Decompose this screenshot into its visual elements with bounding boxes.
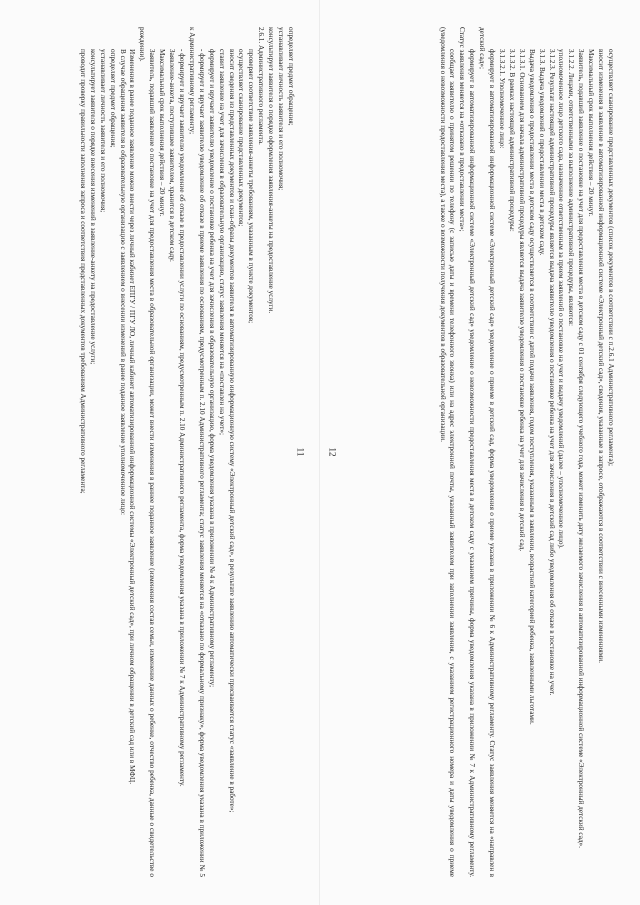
page-right-rotated-content: [345, 27, 615, 877]
paragraph: формирует в автоматизированной информационной системе «Электронный детский сад» уведомление о приеме в детский сад, форма уведомления о приеме указана в приложении № 6 к Административному регламенту. Статус заявления меняется на «направлен в детский сад»;: [478, 27, 497, 877]
paragraph: Максимальный срок выполнения действия – 20 минут.: [587, 49, 596, 217]
paragraph: В случае обращения заявителя в образовательную организацию с заявлением о внесении изменений в ранее поданное заявление уполномоченное лицо:: [118, 49, 127, 516]
paragraph: проверяет соответствие заявления-анкеты требованиям, указанным в пункте документов;: [247, 49, 256, 324]
paragraph: Максимальный срок выполнения действия – 20 минут.: [158, 49, 167, 217]
paragraph: Заявитель, подавший заявление о постановке на учет для предоставления места в образовательной организации, может внести изменения в раннее поданное заявление (изменения состав семьи, изменение данных о ребенке, отчество ребенка, данные о свидетельстве о рождении).: [138, 27, 157, 877]
paragraph: 3.1.2.2. Лицами, ответственными за выполнение административной процедуры, являются:: [567, 49, 576, 326]
paragraph: уполномоченное лицо детского сада, назначенное ответственным за прием заявлений о постановке на учет и выдачу уведомлений (далее – уполномоченное лицо).: [557, 49, 566, 549]
paragraph: вносит изменения в заявление в автоматизированной информационной системе «Электронный детский сад», сведения, указанные в запросе, отображаются в соответствии с внесенными изменениями.: [597, 49, 606, 663]
paragraph: - формирует и вручает заявителю уведомление об отказе в предоставлении услуги по основаниям, предусмотренным п. 2.10 Административного регламента, форма уведомления указана в приложении № 7 к Административному регламенту.: [178, 49, 187, 787]
paragraph: 2.6.1. Административного регламента.: [257, 27, 266, 145]
paragraph: формирует и вручает заявителю уведомление о постановке ребенка на учет для зачисления в образовательную организацию, форма уведомления указана в приложении № 4 к Административному регламенту;: [207, 49, 216, 688]
paragraph: 3.1.3.1. Основанием для начала административной процедуры является выдача заявителю уведомления о постановке ребенка на учет для зачисления в детский сад.: [517, 49, 526, 552]
paragraph: определяет предмет обращения;: [287, 27, 295, 126]
paragraph: Выдача уведомления о предоставлении места в детском саду осуществляется в соответствии с датой подачи заявления, годом поступления, указанным в заявлении, возрастной категорией ребенка, заявленными льготами.: [527, 49, 536, 725]
paragraph: определяет предмет обращения;: [108, 49, 117, 148]
page-right-body: [345, 27, 615, 877]
paragraph: сообщает заявителю о принятом решении по телефону (с записью даты и времени телефонного звонка) или на адрес электронной почты, указанный заявителем при заполнении заявления, с указанием регистрационного номера и даты уведомления о приеме (уведомления о невозможности предоставления места), а также о возможности получения документов в образовательной организации.: [438, 27, 457, 877]
paragraph: консультирует заявителя о порядке оформления заявления-анкеты на предоставление услуги.: [267, 27, 276, 314]
page-left-body: [25, 27, 295, 877]
paragraph: осуществляет сканирование представленных документов;: [237, 49, 246, 227]
paragraph: проводит проверку правильности заполнения запроса и соответствия представленных документов требованиям Административного регламента;: [78, 49, 87, 494]
paragraph: Заявитель, подавший заявление о постановке на учет для предоставления места в детском саду с 01 сентября следующего учебного года, может изменить дату желаемого зачисления в автоматизированной информационной системе «Электронный детский сад».: [577, 49, 586, 848]
paragraph: Изменения в ранее поданное заявление можно внести через личный кабинет ЕПГУ / ПГУ ЛО, личный кабинет автоматизированной информационной системы «Электронный детский сад», при личном обращении в детский сад или в МФЦ.: [128, 49, 137, 785]
page-right: [320, 0, 640, 905]
paragraph: устанавливает личность заявителя и его полномочия;: [98, 49, 107, 213]
paragraph: вносит сведения из представленных документов и скан-образы документов заявителя в автоматизированную информационную систему «Электронный детский сад», в результате заявлению автоматически присваивается статус «заявление в работе»;: [227, 49, 236, 813]
paragraph: Заявление-анкета, поступившее заявителем, хранится в детском саду.: [168, 49, 177, 262]
paragraph: - формирует и вручает заявителю уведомление об отказе в приеме заявления по основаниям, предусмотренным п. 2.10 Административного регламента; статус заявления меняется на «отказано по формальному признаку», форма уведомления указана в приложении № 5 к Административному регламенту;: [187, 27, 206, 877]
paragraph: 3.1.2.3. Результат настоящей административной процедуры является выдача заявителю уведомления о постановке ребенка на учет для зачисления в детский сад либо уведомления об отказе в постановке на учет.: [547, 49, 556, 696]
page-left-rotated-content: [25, 27, 295, 877]
paragraph: 3.1.3. Выдача уведомлений о предоставлении места в детском саду.: [537, 49, 546, 256]
paragraph: устанавливает личность заявителя и его полномочия;: [277, 27, 286, 191]
page-number-left: 11: [295, 447, 306, 457]
paragraph: консультирует заявителя о порядке внесения изменений в заявление-анкету на предоставление услуги;: [88, 49, 97, 365]
paragraph: осуществляет сканирование представленных документов (список документов в соответствии с п.2.6.1 Административного регламента);: [607, 49, 615, 466]
page-number-right: 12: [327, 447, 338, 457]
paragraph: ставит заявление на учет для зачисления в образовательную организацию, статус заявления меняется на «поставлен на учет»;: [217, 49, 226, 435]
paragraph: формирует в автоматизированной информационной системе «Электронный детский сад» уведомление о невозможности предоставления места в детском саду с указанием причины, форма уведомления указана в приложении № 7 к Административному регламенту. Статус заявления меняется на «отказано в предоставлении места»;: [458, 27, 477, 877]
paragraph: 3.1.3.2.1. Уполномоченное лицо:: [498, 49, 507, 149]
paragraph: 3.1.3.2. В рамках настоящей административной процедуры:: [507, 49, 516, 232]
